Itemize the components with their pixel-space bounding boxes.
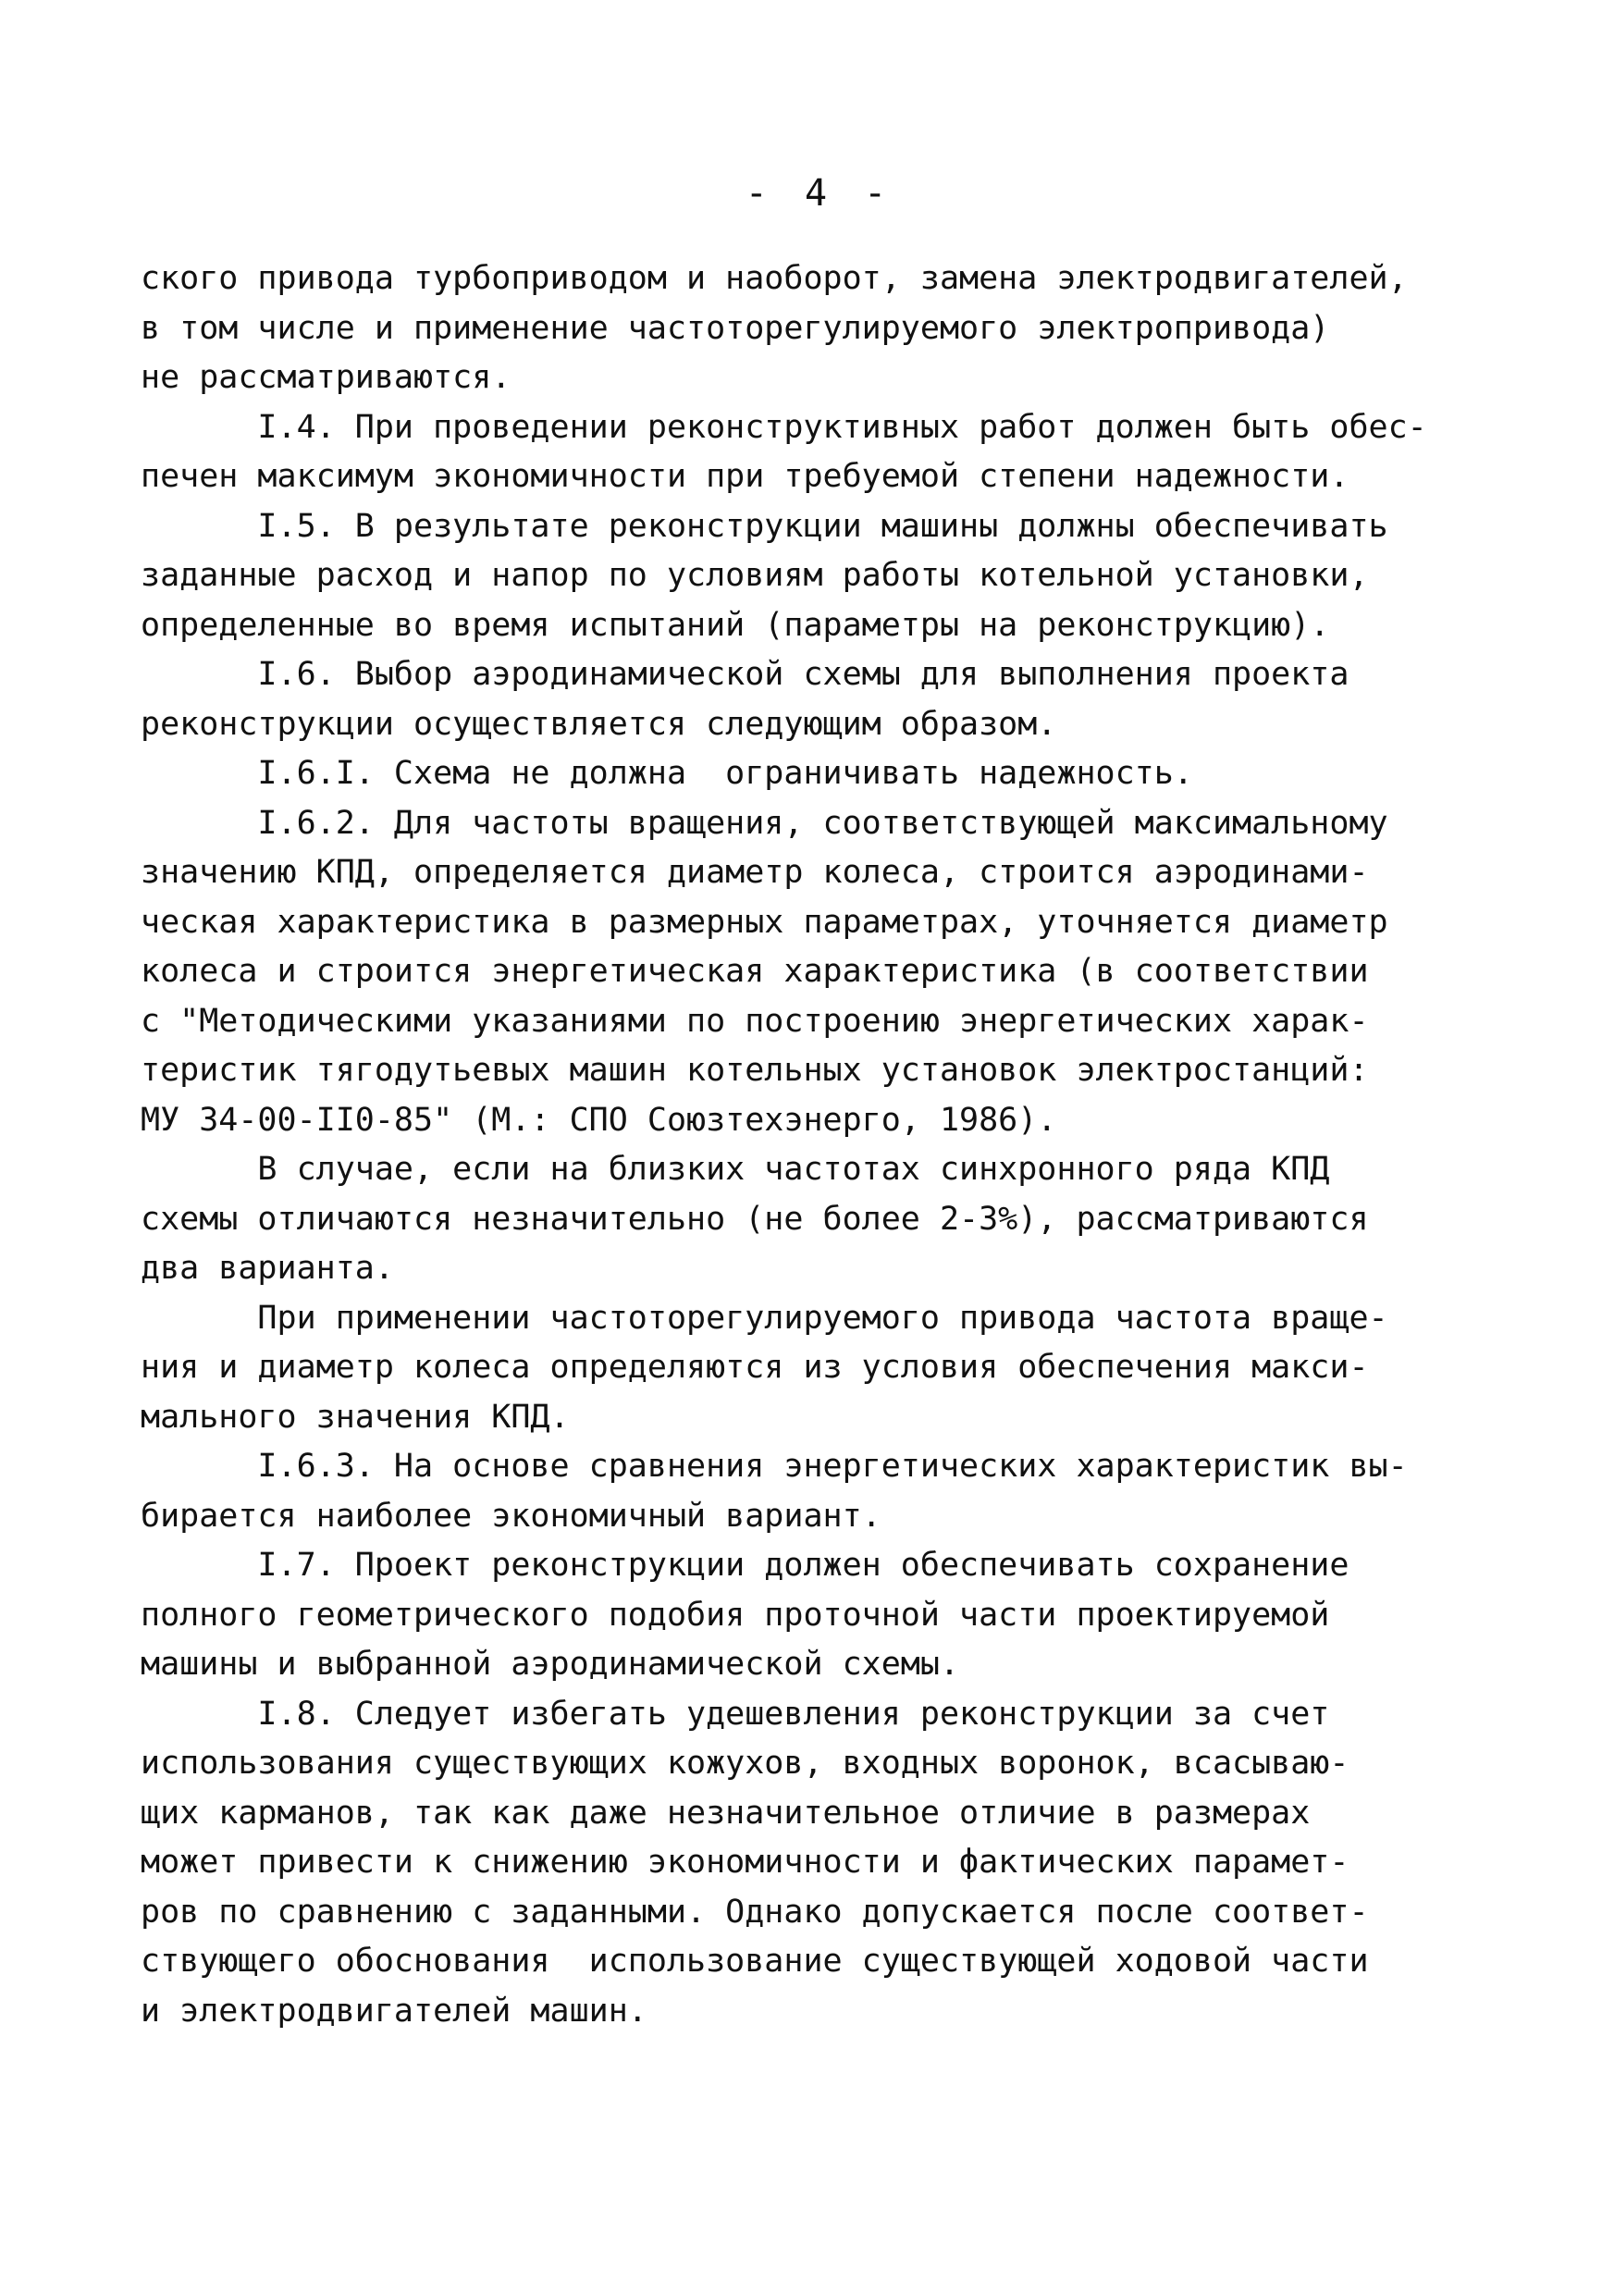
text-line: ствующего обоснования использование существующей ходовой части bbox=[141, 1943, 1369, 1980]
text-line: теристик тягодутьевых машин котельных установок электростанций: bbox=[141, 1052, 1369, 1089]
text-line: ния и диаметр колеса определяются из условия обеспечения макси- bbox=[141, 1349, 1369, 1386]
text-line: два варианта. bbox=[141, 1250, 394, 1287]
text-line: колеса и строится энергетическая характеристика (в соответствии bbox=[141, 953, 1369, 990]
text-line: ров по сравнению с заданными. Однако допускается после соответ- bbox=[141, 1893, 1369, 1931]
text-line: ского привода турбоприводом и наоборот, замена электродвигателей, bbox=[141, 260, 1408, 297]
text-line: значению КПД, определяется диаметр колеса, строится аэродинами- bbox=[141, 854, 1369, 891]
text-line: I.4. При проведении реконструктивных работ должен быть обес- bbox=[141, 408, 1427, 446]
text-line: I.6.3. На основе сравнения энергетических характеристик вы- bbox=[141, 1448, 1408, 1485]
text-line: бирается наиболее экономичный вариант. bbox=[141, 1497, 881, 1535]
text-line: не рассматриваются. bbox=[141, 359, 511, 396]
text-line: может привести к снижению экономичности и фактических парамет- bbox=[141, 1844, 1349, 1881]
text-line: с "Методическими указаниями по построению энергетических харак- bbox=[141, 1002, 1369, 1040]
text-line: щих карманов, так как даже незначительное отличие в размерах bbox=[141, 1794, 1311, 1832]
text-line: I.6.2. Для частоты вращения, соответствующей максимальному bbox=[141, 804, 1388, 842]
text-line: в том числе и применение частоторегулируемого электропривода) bbox=[141, 309, 1330, 347]
text-line: I.6. Выбор аэродинамической схемы для выполнения проекта bbox=[141, 656, 1349, 693]
text-line: I.7. Проект реконструкции должен обеспечивать сохранение bbox=[141, 1547, 1349, 1584]
text-line: ческая характеристика в размерных параметрах, уточняется диаметр bbox=[141, 903, 1388, 941]
body-text bbox=[141, 254, 1454, 2036]
text-line: I.6.I. Схема не должна ограничивать надежность. bbox=[141, 755, 1193, 792]
text-line: В случае, если на близких частотах синхронного ряда КПД bbox=[141, 1151, 1330, 1188]
text-line: МУ 34-00-II0-85" (М.: СПО Союзтехэнерго, 1986). bbox=[141, 1101, 1057, 1139]
page-number: - 4 - bbox=[745, 172, 894, 215]
text-line: печен максимум экономичности при требуемой степени надежности. bbox=[141, 458, 1349, 495]
text-line: машины и выбранной аэродинамической схемы. bbox=[141, 1646, 960, 1683]
text-line: заданные расход и напор по условиям работы котельной установки, bbox=[141, 557, 1369, 594]
text-line: и электродвигателей машин. bbox=[141, 1992, 647, 2030]
text-line: полного геометрического подобия проточной части проектируемой bbox=[141, 1596, 1330, 1634]
text-line: реконструкции осуществляется следующим образом. bbox=[141, 705, 1057, 743]
text-line: использования существующих кожухов, входных воронок, всасываю- bbox=[141, 1745, 1349, 1782]
text-line: I.8. Следует избегать удешевления реконструкции за счет bbox=[141, 1695, 1330, 1733]
text-line: При применении частоторегулируемого привода частота враще- bbox=[141, 1299, 1388, 1337]
text-line: определенные во время испытаний (параметры на реконструкцию). bbox=[141, 606, 1330, 644]
text-line: I.5. В результате реконструкции машины должны обеспечивать bbox=[141, 507, 1388, 545]
text-line: схемы отличаются незначительно (не более 2-3%), рассматриваются bbox=[141, 1200, 1369, 1238]
text-line: мального значения КПД. bbox=[141, 1398, 570, 1436]
